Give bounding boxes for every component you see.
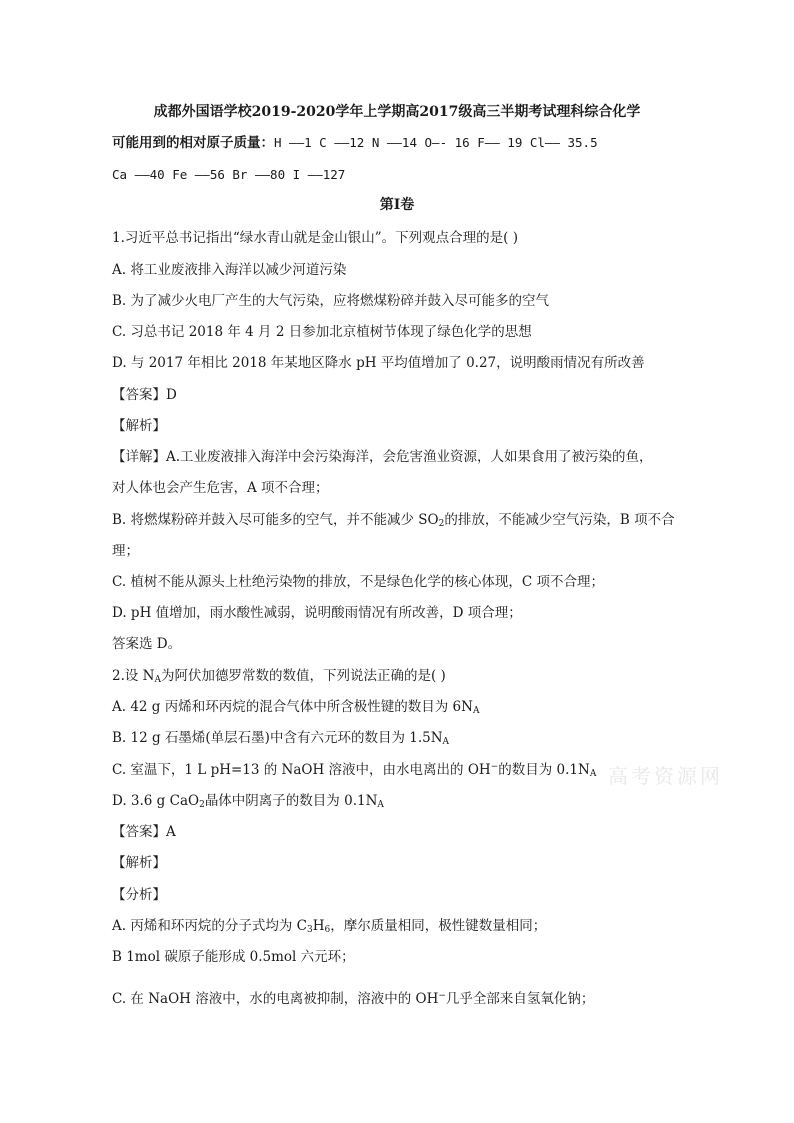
q2-fenxi-a-1: A. 丙烯和环丙烷的分子式均为 C: [112, 918, 307, 934]
q1-detail-3-part-b: 的排放，不能减少空气污染，B 项不合: [444, 512, 675, 528]
q2-option-a-text: A. 42 g 丙烯和环丙烷的混合气体中所含极性键的数目为 6N: [112, 699, 473, 715]
q1-detail-line-2: 对人体也会产生危害，A 项不合理；: [112, 480, 329, 496]
q2-fenxi-c-superscript: −: [438, 991, 446, 1001]
q2-fenxi-c-1: C. 在 NaOH 溶液中，水的电离被抑制，溶液中的 OH: [112, 991, 439, 1007]
q2-analysis-heading: 【解析】: [112, 855, 166, 871]
atomic-masses-label: 可能用到的相对原子质量：: [112, 135, 274, 151]
q2-option-d-subscript: A: [377, 800, 384, 810]
q2-fenxi-c: [112, 990, 594, 1008]
q2-option-a-subscript: A: [472, 706, 480, 716]
q1-analysis-heading: 【解析】: [112, 418, 166, 434]
q1-option-c: C. 习总书记 2018 年 4 月 2 日参加北京植树节体现了绿色化学的思想: [112, 324, 532, 340]
q1-answer: 【答案】D: [112, 387, 177, 403]
q2-option-c-text-2: 的数目为 0.1N: [498, 762, 590, 778]
q2-fenxi-heading: 【分析】: [112, 887, 166, 903]
q2-option-c-superscript: −: [490, 762, 499, 772]
page-title: 成都外国语学校2019-2020学年上学期高2017级高三半期考试理科综合化学: [153, 104, 641, 120]
q2-option-b: [112, 729, 449, 747]
atomic-masses-line-1: [112, 134, 598, 152]
q2-option-a: [112, 698, 479, 716]
watermark-text: 高考资源网: [608, 764, 723, 788]
q2-stem: [112, 667, 446, 685]
q1-stem: 1.习近平总书记指出“绿水青山就是金山银山”。下列观点合理的是( ): [112, 230, 519, 246]
q2-fenxi-a-sub-1: 3: [306, 925, 313, 935]
q2-option-c-subscript: A: [589, 769, 597, 779]
q1-conclusion: 答案选 D。: [112, 636, 182, 652]
q2-fenxi-a-3: ，摩尔质量相同，极性键数量相同；: [330, 918, 547, 934]
q1-detail-line-3: [112, 511, 675, 529]
atomic-masses-values-1: H ——1 C ——12 N ——14 O—- 16 F—— 19 Cl—— 35.5: [274, 135, 598, 150]
q2-option-c-text: C. 室温下，1 L pH=13 的 NaOH 溶液中，由水电离出的 OH: [112, 762, 491, 778]
q2-option-d-subscript-2: 2: [199, 800, 205, 810]
q2-fenxi-a-2: H: [312, 918, 325, 934]
section-title: 第Ⅰ卷: [379, 197, 415, 213]
q1-option-a: A. 将工业废液排入海洋以减少河道污染: [112, 262, 347, 278]
q1-detail-3-part-a: B. 将燃煤粉碎并鼓入尽可能多的空气，并不能减少 SO: [112, 512, 439, 528]
q1-option-d: D. 与 2017 年相比 2018 年某地区降水 pH 平均值增加了 0.27，说明酸雨情况有所改善: [112, 355, 645, 371]
q2-fenxi-a: [112, 917, 546, 935]
q2-option-d: [112, 792, 384, 810]
q2-fenxi-b: B 1mol 碳原子能形成 0.5mol 六元环；: [112, 949, 355, 965]
q2-option-d-text-2: 晶体中阴离子的数目为 0.1N: [204, 793, 378, 809]
q2-fenxi-a-sub-2: 6: [324, 925, 331, 935]
q1-detail-3-subscript: 2: [438, 519, 445, 529]
q1-detail-line-5: C. 植树不能从源头上杜绝污染物的排放，不是绿色化学的核心体现，C 项不合理；: [112, 574, 605, 590]
atomic-masses-line-2: Ca ——40 Fe ——56 Br ——80 I ——127: [112, 167, 346, 182]
q2-answer: 【答案】A: [112, 824, 176, 840]
q2-option-d-text: D. 3.6 g CaO: [112, 793, 200, 809]
q1-detail-line-1: 【详解】A.工业废液排入海洋中会污染海洋，会危害渔业资源，人如果食用了被污染的鱼，: [112, 449, 653, 465]
q2-option-b-subscript: A: [442, 737, 450, 747]
q2-stem-part-b: 为阿伏加德罗常数的数值，下列说法正确的是( ): [160, 668, 446, 684]
q2-option-b-text: B. 12 g 石墨烯(单层石墨)中含有六元环的数目为 1.5N: [112, 730, 443, 746]
q2-option-c: [112, 761, 596, 779]
q1-option-b: B. 为了减少火电厂产生的大气污染，应将燃煤粉碎并鼓入尽可能多的空气: [112, 293, 550, 309]
q2-stem-subscript: A: [154, 675, 161, 685]
q1-detail-line-6: D. pH 值增加，雨水酸性减弱，说明酸雨情况有所改善，D 项合理；: [112, 605, 522, 621]
q2-fenxi-c-2: 几乎全部来自氢氧化钠；: [445, 991, 595, 1007]
q2-stem-part-a: 2.设 N: [112, 668, 155, 684]
q1-detail-line-4: 理；: [112, 543, 139, 559]
